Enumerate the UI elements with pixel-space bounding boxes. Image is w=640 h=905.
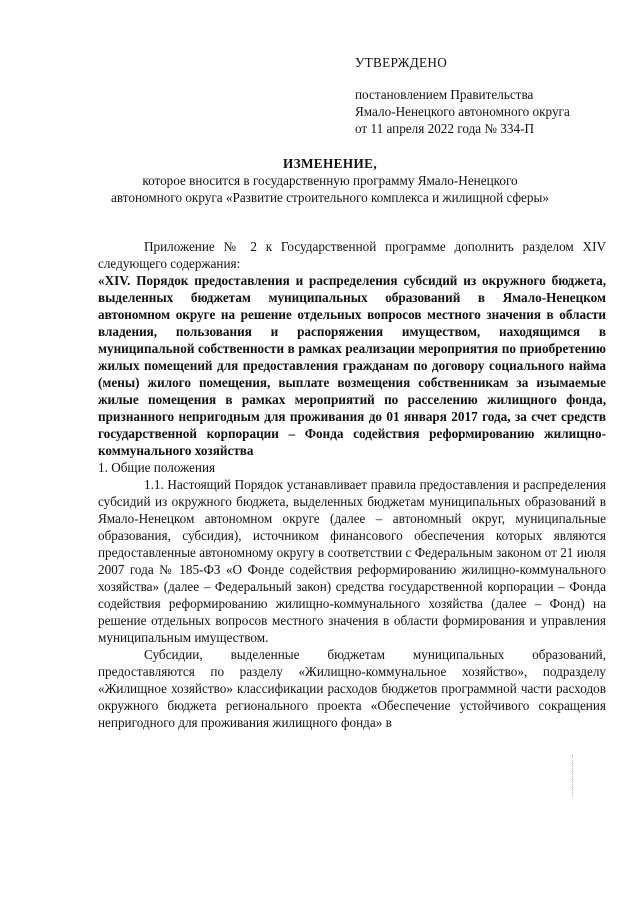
paragraph-subsidies: Субсидии, выделенные бюджетам муниципальных образований, предоставляются по разделу «Жилищно-коммунальное хозяйство», подразделу «Жилищное хозяйство» классификации расходов бюджетов программной части расходов окружного бюджета регионального проекта «Обеспечение устойчивого сокращения непригодного для проживания жилищного фонда» в bbox=[98, 647, 606, 730]
section-subheading: 1. Общие положения bbox=[98, 460, 216, 475]
document-title-block bbox=[60, 155, 600, 206]
section-title: «XIV. Порядок предоставления и распределения субсидий из окружного бюджета, выделенных бюджетам муниципальных образований в Ямало-Ненецком автономном округе на решение отдельных вопросов местного значения в области владения, пользования и распоряжения имуществом, находящимся в муниципальной собственности в рамках реализации мероприятия по приобретению жилых помещений для предоставления гражданам по договору социального найма (мены) жилого помещения, выплате возмещения собственникам за изымаемые жилые помещения в рамках мероприятий по расселению жилищного фонда, признанного непригодным для проживания до 01 января 2017 года, за счет средств государственной корпорации – Фонда содействия реформированию жилищно-коммунального хозяйства bbox=[98, 273, 606, 458]
document-title: ИЗМЕНЕНИЕ, bbox=[282, 156, 378, 171]
approved-line-1: постановлением Правительства bbox=[355, 87, 534, 102]
document-subtitle-line-2: автономного округа «Развитие строительного комплекса и жилищной сферы» bbox=[111, 190, 549, 205]
document-subtitle-line-1: которое вносится в государственную программу Ямало-Ненецкого bbox=[142, 173, 518, 188]
paragraph-1-1: 1.1. Настоящий Порядок устанавливает правила предоставления и распределения субсидий из окружного бюджета, выделенных бюджетам муниципальных образований в Ямало-Ненецком автономном округе (далее – автономный округ, муниципальные образования, субсидия), источником финансового обеспечения которых являются предоставленные автономному округу в соответствии с Федеральным законом от 21 июля 2007 года № 185-ФЗ «О Фонде содействия реформированию жилищно-коммунального хозяйства» (далее – Федеральный закон) средства государственной корпорации – Фонда содействия реформированию жилищно-коммунального хозяйства (далее – Фонд) на решение отдельных вопросов местного значения в области формирования и управления муниципальным имуществом. bbox=[98, 477, 606, 645]
approved-line-3: от 11 апреля 2022 года № 334-П bbox=[355, 121, 535, 136]
approved-heading: УТВЕРЖДЕНО bbox=[355, 55, 448, 70]
scan-artifact bbox=[572, 755, 574, 797]
approved-line-2: Ямало-Ненецкого автономного округа bbox=[355, 104, 570, 119]
approval-stamp bbox=[355, 54, 625, 137]
intro-paragraph: Приложение № 2 к Государственной программе дополнить разделом XIV следующего содержания: bbox=[98, 239, 606, 271]
document-body bbox=[98, 238, 606, 731]
